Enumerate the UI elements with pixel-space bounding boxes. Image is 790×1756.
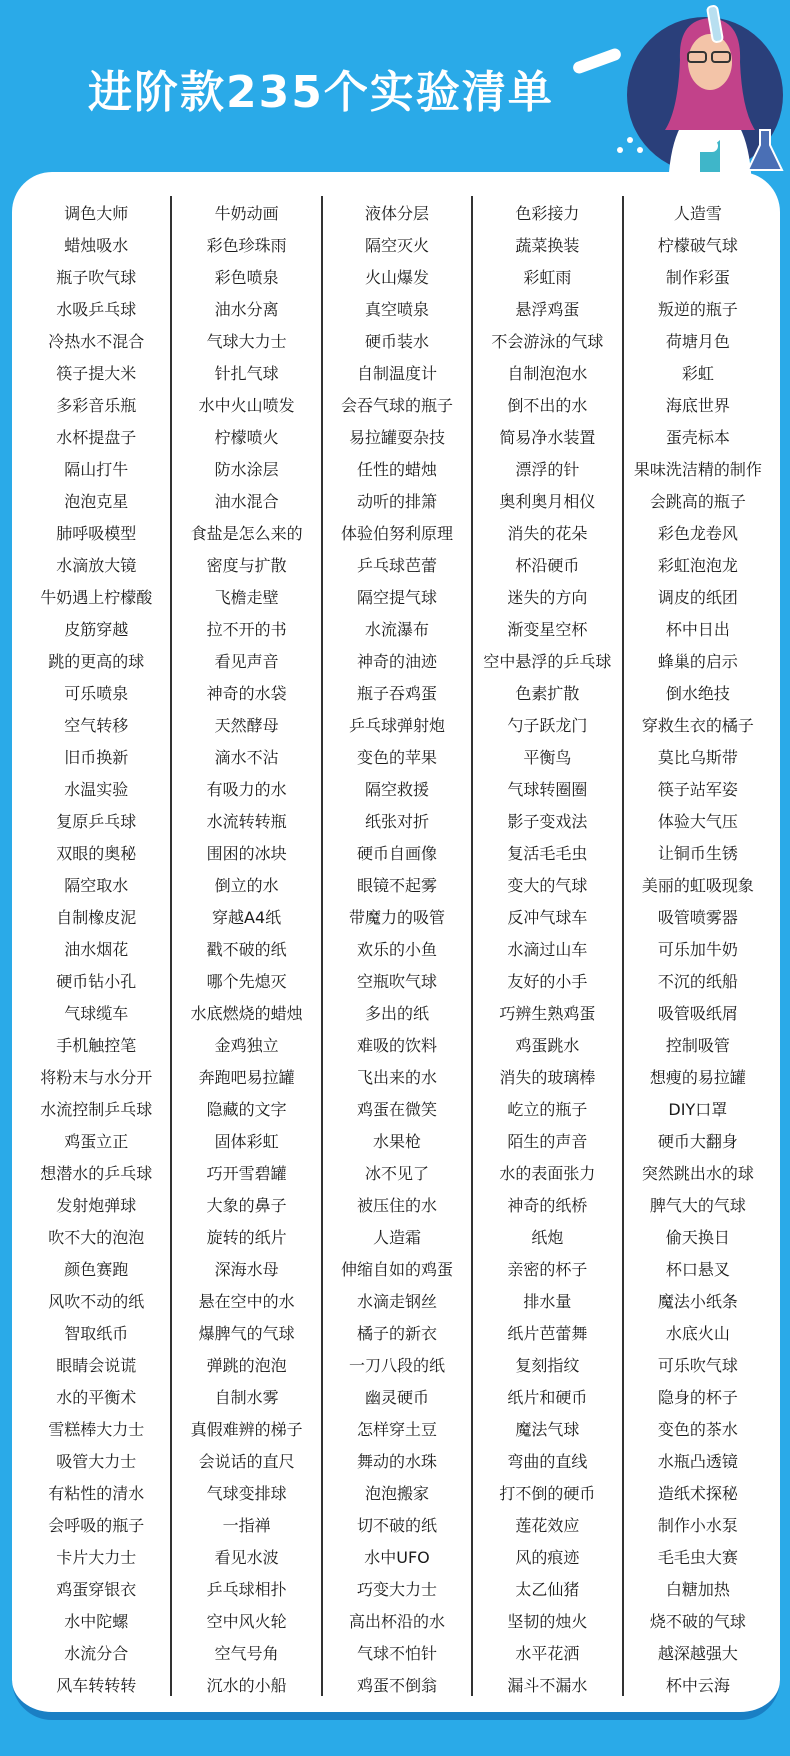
experiment-item: 高出杯沿的水 [349,1612,446,1631]
page-title: 进阶款235个实验清单 [88,67,554,118]
experiment-item: 固体彩虹 [214,1132,279,1151]
experiment-item: 自制橡皮泥 [56,908,137,927]
experiment-item: 蔬菜换装 [515,236,580,255]
experiment-item: 风车转转转 [56,1676,137,1695]
experiment-item: 飞檐走壁 [214,588,279,607]
experiment-item: 发射炮弹球 [56,1196,137,1215]
header [0,0,790,180]
experiment-item: 制作彩蛋 [665,268,730,287]
experiment-item: 大象的鼻子 [206,1196,287,1215]
experiment-item: 果味洗洁精的制作 [633,460,762,479]
experiment-item: 水流控制乒乓球 [40,1100,153,1119]
experiment-item: 怎样穿土豆 [357,1420,438,1439]
experiment-item: 手机触控笔 [56,1036,137,1055]
experiment-item: 火山爆发 [365,268,430,287]
experiment-item: 密度与扩散 [206,556,287,575]
experiment-item: 鸡蛋不倒翁 [357,1676,438,1695]
experiment-item: 空中风火轮 [206,1612,287,1631]
experiment-item: 调皮的纸团 [657,588,738,607]
experiment-item: DIY口罩 [668,1100,728,1119]
experiment-item: 空气号角 [214,1644,279,1663]
experiment-item: 倒不出的水 [507,396,588,415]
experiment-item: 哪个先熄灭 [206,972,287,991]
experiment-item: 真假难辨的梯子 [190,1420,303,1439]
experiment-item: 跳的更高的球 [48,652,145,671]
experiment-item: 纸片芭蕾舞 [507,1324,588,1343]
experiment-item: 变色的苹果 [357,748,438,767]
experiment-item: 金鸡独立 [214,1036,279,1055]
experiment-item: 乒乓球弹射炮 [349,716,446,735]
experiment-item: 防水涂层 [214,460,279,479]
experiment-item: 水滴放大镜 [56,556,137,575]
experiment-item: 爆脾气的气球 [198,1324,295,1343]
experiment-item: 眼睛会说谎 [56,1356,137,1375]
experiment-item: 油水混合 [214,492,279,511]
experiment-item: 巧变大力士 [357,1580,438,1599]
experiment-list-card [12,172,780,1720]
experiment-item: 气球变排球 [206,1484,287,1503]
experiment-item: 影子变戏法 [507,812,588,831]
experiment-item: 水底燃烧的蜡烛 [190,1004,303,1023]
experiment-item: 多彩音乐瓶 [56,396,137,415]
experiment-item: 友好的小手 [507,972,588,991]
experiment-item: 自制水雾 [214,1388,279,1407]
experiment-item: 脾气大的气球 [649,1196,746,1215]
experiment-item: 筷子提大米 [56,364,137,383]
experiment-item: 会说话的直尺 [198,1452,295,1471]
experiment-item: 纸片和硬币 [507,1388,588,1407]
experiment-item: 带魔力的吸管 [349,908,446,927]
experiment-item: 硬币装水 [365,332,430,351]
experiment-item: 勺子跃龙门 [507,716,588,735]
experiment-item: 复活毛毛虫 [507,844,588,863]
experiment-item: 围困的冰块 [206,844,287,863]
experiment-item: 水温实验 [64,780,129,799]
experiment-item: 魔法小纸条 [657,1292,738,1311]
experiment-item: 彩虹雨 [523,268,572,287]
experiment-item: 会呼吸的瓶子 [48,1516,145,1535]
experiment-item: 液体分层 [365,204,430,223]
experiment-item: 亲密的杯子 [507,1260,588,1279]
experiment-item: 坚韧的烛火 [507,1612,588,1631]
experiment-item: 飞出来的水 [357,1068,438,1087]
experiment-item: 想潜水的乒乓球 [40,1164,153,1183]
experiment-item: 太乙仙猪 [515,1580,580,1599]
experiment-item: 伸缩自如的鸡蛋 [341,1260,454,1279]
experiment-item: 水中UFO [364,1548,430,1567]
experiment-item: 拉不开的书 [206,620,287,639]
experiment-item: 柠檬喷火 [214,428,279,447]
experiment-item: 吸管吸纸屑 [657,1004,738,1023]
experiment-item: 水瓶凸透镜 [657,1452,738,1471]
experiment-item: 自制泡泡水 [507,364,588,383]
experiment-item: 杯中日出 [665,620,730,639]
experiment-item: 让铜币生锈 [657,844,738,863]
experiment-item: 筷子站军姿 [657,780,738,799]
experiment-item: 调色大师 [64,204,129,223]
experiment-item: 水的表面张力 [499,1164,596,1183]
experiment-item: 水底火山 [665,1324,730,1343]
experiment-item: 皮筋穿越 [64,620,129,639]
experiment-item: 有粘性的清水 [48,1484,145,1503]
experiment-item: 制作小水泵 [657,1516,738,1535]
experiment-item: 屹立的瓶子 [507,1100,588,1119]
experiment-item: 牛奶遇上柠檬酸 [40,588,153,607]
experiment-item: 牛奶动画 [214,204,279,223]
experiment-item: 隔空提气球 [357,588,438,607]
experiment-item: 隔山打牛 [64,460,129,479]
experiment-item: 隐身的杯子 [657,1388,738,1407]
experiment-item: 戳不破的纸 [206,940,287,959]
experiment-item: 奔跑吧易拉罐 [198,1068,295,1087]
experiment-item: 旋转的纸片 [206,1228,287,1247]
experiment-column-2 [170,196,320,1696]
experiment-item: 变色的茶水 [657,1420,738,1439]
experiment-item: 气球转圈圈 [507,780,588,799]
experiment-item: 反冲气球车 [507,908,588,927]
experiment-item: 偷天换日 [665,1228,730,1247]
experiment-item: 倒水绝技 [665,684,730,703]
experiment-item: 看见水波 [214,1548,279,1567]
experiment-item: 沉水的小船 [206,1676,287,1695]
experiment-item: 吸管喷雾器 [657,908,738,927]
experiment-item: 变大的气球 [507,876,588,895]
experiment-column-3 [321,196,471,1696]
experiment-item: 鸡蛋穿银衣 [56,1580,137,1599]
experiment-item: 硬币钻小孔 [56,972,137,991]
experiment-item: 人造霜 [373,1228,422,1247]
experiment-item: 纸张对折 [365,812,430,831]
experiment-item: 冷热水不混合 [48,332,145,351]
experiment-item: 橘子的新衣 [357,1324,438,1343]
experiment-item: 水滴走钢丝 [357,1292,438,1311]
experiment-item: 彩虹泡泡龙 [657,556,738,575]
experiment-item: 迷失的方向 [507,588,588,607]
experiment-item: 会吞气球的瓶子 [341,396,454,415]
experiment-item: 硬币自画像 [357,844,438,863]
experiment-item: 难吸的饮料 [357,1036,438,1055]
experiment-item: 陌生的声音 [507,1132,588,1151]
experiment-item: 水吸乒乓球 [56,300,137,319]
experiment-item: 任性的蜡烛 [357,460,438,479]
experiment-item: 色素扩散 [515,684,580,703]
experiment-item: 双眼的奥秘 [56,844,137,863]
experiment-item: 冰不见了 [365,1164,430,1183]
experiment-grid [22,196,772,1696]
experiment-item: 彩虹 [681,364,714,383]
experiment-item: 切不破的纸 [357,1516,438,1535]
experiment-item: 可乐加牛奶 [657,940,738,959]
experiment-item: 舞动的水珠 [357,1452,438,1471]
experiment-item: 平衡鸟 [523,748,572,767]
experiment-item: 瓶子吞鸡蛋 [357,684,438,703]
experiment-item: 弹跳的泡泡 [206,1356,287,1375]
experiment-item: 有吸力的水 [206,780,287,799]
experiment-item: 消失的玻璃棒 [499,1068,596,1087]
experiment-item: 颜色赛跑 [64,1260,129,1279]
experiment-item: 泡泡搬家 [365,1484,430,1503]
experiment-item: 杯口悬叉 [665,1260,730,1279]
experiment-item: 油水烟花 [64,940,129,959]
experiment-item: 水中陀螺 [64,1612,129,1631]
experiment-item: 复刻指纹 [515,1356,580,1375]
experiment-item: 体验大气压 [657,812,738,831]
experiment-item: 渐变星空杯 [507,620,588,639]
experiment-item: 水杯提盘子 [56,428,137,447]
experiment-item: 泡泡克星 [64,492,129,511]
experiment-item: 纸炮 [531,1228,564,1247]
experiment-item: 空瓶吹气球 [357,972,438,991]
experiment-item: 水的平衡术 [56,1388,137,1407]
experiment-item: 深海水母 [214,1260,279,1279]
experiment-item: 水滴过山车 [507,940,588,959]
experiment-item: 倒立的水 [214,876,279,895]
experiment-item: 彩色珍珠雨 [206,236,287,255]
experiment-item: 乒乓球芭蕾 [357,556,438,575]
experiment-item: 美丽的虹吸现象 [641,876,754,895]
experiment-item: 风的痕迹 [515,1548,580,1567]
experiment-item: 看见声音 [214,652,279,671]
experiment-item: 滴水不沾 [214,748,279,767]
experiment-item: 水果枪 [373,1132,422,1151]
experiment-item: 可乐吹气球 [657,1356,738,1375]
experiment-item: 蜂巢的启示 [657,652,738,671]
experiment-column-5 [622,196,772,1696]
experiment-item: 水流转转瓶 [206,812,287,831]
experiment-item: 鸡蛋立正 [64,1132,129,1151]
experiment-item: 荷塘月色 [665,332,730,351]
experiment-item: 海底世界 [665,396,730,415]
experiment-item: 神奇的纸桥 [507,1196,588,1215]
experiment-item: 悬在空中的水 [198,1292,295,1311]
experiment-item: 莲花效应 [515,1516,580,1535]
experiment-item: 隐藏的文字 [206,1100,287,1119]
experiment-item: 杯中云海 [665,1676,730,1695]
experiment-item: 雪糕棒大力士 [48,1420,145,1439]
experiment-item: 弯曲的直线 [507,1452,588,1471]
experiment-item: 被压住的水 [357,1196,438,1215]
experiment-item: 可乐喷泉 [64,684,129,703]
experiment-item: 杯沿硬币 [515,556,580,575]
experiment-item: 彩色龙卷风 [657,524,738,543]
experiment-item: 一刀八段的纸 [349,1356,446,1375]
experiment-item: 隔空灭火 [365,236,430,255]
experiment-item: 造纸术探秘 [657,1484,738,1503]
experiment-item: 乒乓球相扑 [206,1580,287,1599]
experiment-item: 奥利奥月相仪 [499,492,596,511]
experiment-item: 漏斗不漏水 [507,1676,588,1695]
experiment-item: 风吹不动的纸 [48,1292,145,1311]
experiment-item: 多出的纸 [365,1004,430,1023]
experiment-item: 硬币大翻身 [657,1132,738,1151]
experiment-item: 鸡蛋在微笑 [357,1100,438,1119]
experiment-item: 吹不大的泡泡 [48,1228,145,1247]
experiment-item: 排水量 [523,1292,572,1311]
experiment-item: 体验伯努利原理 [341,524,454,543]
experiment-item: 幽灵硬币 [365,1388,430,1407]
experiment-item: 越深越强大 [657,1644,738,1663]
experiment-item: 神奇的水袋 [206,684,287,703]
experiment-item: 彩色喷泉 [214,268,279,287]
experiment-item: 气球缆车 [64,1004,129,1023]
experiment-item: 空气转移 [64,716,129,735]
experiment-item: 魔法气球 [515,1420,580,1439]
experiment-item: 水中火山喷发 [198,396,295,415]
experiment-item: 卡片大力士 [56,1548,137,1567]
experiment-item: 毛毛虫大赛 [657,1548,738,1567]
experiment-item: 水流瀑布 [365,620,430,639]
experiment-item: 将粉末与水分开 [40,1068,153,1087]
experiment-item: 蛋壳标本 [665,428,730,447]
experiment-item: 眼镜不起雾 [357,876,438,895]
experiment-item: 消失的花朵 [507,524,588,543]
experiment-item: 莫比乌斯带 [657,748,738,767]
experiment-item: 控制吸管 [665,1036,730,1055]
experiment-item: 吸管大力士 [56,1452,137,1471]
experiment-item: 天然酵母 [214,716,279,735]
experiment-item: 漂浮的针 [515,460,580,479]
experiment-item: 一指禅 [222,1516,271,1535]
experiment-item: 针扎气球 [214,364,279,383]
experiment-item: 穿救生衣的橘子 [641,716,754,735]
scientist-illustration [560,0,790,180]
experiment-item: 动听的排箫 [357,492,438,511]
experiment-item: 叛逆的瓶子 [657,300,738,319]
experiment-item: 简易净水装置 [499,428,596,447]
experiment-item: 突然跳出水的球 [641,1164,754,1183]
experiment-item: 柠檬破气球 [657,236,738,255]
experiment-item: 欢乐的小鱼 [357,940,438,959]
experiment-item: 水平花洒 [515,1644,580,1663]
experiment-item: 肺呼吸模型 [56,524,137,543]
experiment-column-4 [471,196,621,1696]
experiment-item: 气球大力士 [206,332,287,351]
experiment-column-1 [22,196,170,1696]
experiment-item: 不会游泳的气球 [491,332,604,351]
experiment-item: 蜡烛吸水 [64,236,129,255]
experiment-item: 白糖加热 [665,1580,730,1599]
experiment-item: 悬浮鸡蛋 [515,300,580,319]
experiment-item: 水流分合 [64,1644,129,1663]
experiment-item: 隔空救援 [365,780,430,799]
experiment-item: 人造雪 [673,204,722,223]
experiment-item: 打不倒的硬币 [499,1484,596,1503]
experiment-item: 食盐是怎么来的 [190,524,303,543]
experiment-item: 智取纸币 [64,1324,129,1343]
experiment-item: 隔空取水 [64,876,129,895]
experiment-item: 不沉的纸船 [657,972,738,991]
experiment-item: 瓶子吹气球 [56,268,137,287]
experiment-item: 易拉罐耍杂技 [349,428,446,447]
experiment-item: 鸡蛋跳水 [515,1036,580,1055]
experiment-item: 色彩接力 [515,204,580,223]
experiment-item: 真空喷泉 [365,300,430,319]
experiment-item: 会跳高的瓶子 [649,492,746,511]
experiment-item: 穿越A4纸 [212,908,282,927]
experiment-item: 空中悬浮的乒乓球 [483,652,612,671]
experiment-item: 旧币换新 [64,748,129,767]
experiment-item: 复原乒乓球 [56,812,137,831]
experiment-item: 巧辨生熟鸡蛋 [499,1004,596,1023]
experiment-item: 神奇的油迹 [357,652,438,671]
experiment-item: 油水分离 [214,300,279,319]
experiment-item: 巧开雪碧罐 [206,1164,287,1183]
experiment-item: 自制温度计 [357,364,438,383]
experiment-item: 想瘦的易拉罐 [649,1068,746,1087]
experiment-item: 烧不破的气球 [649,1612,746,1631]
experiment-item: 气球不怕针 [357,1644,438,1663]
